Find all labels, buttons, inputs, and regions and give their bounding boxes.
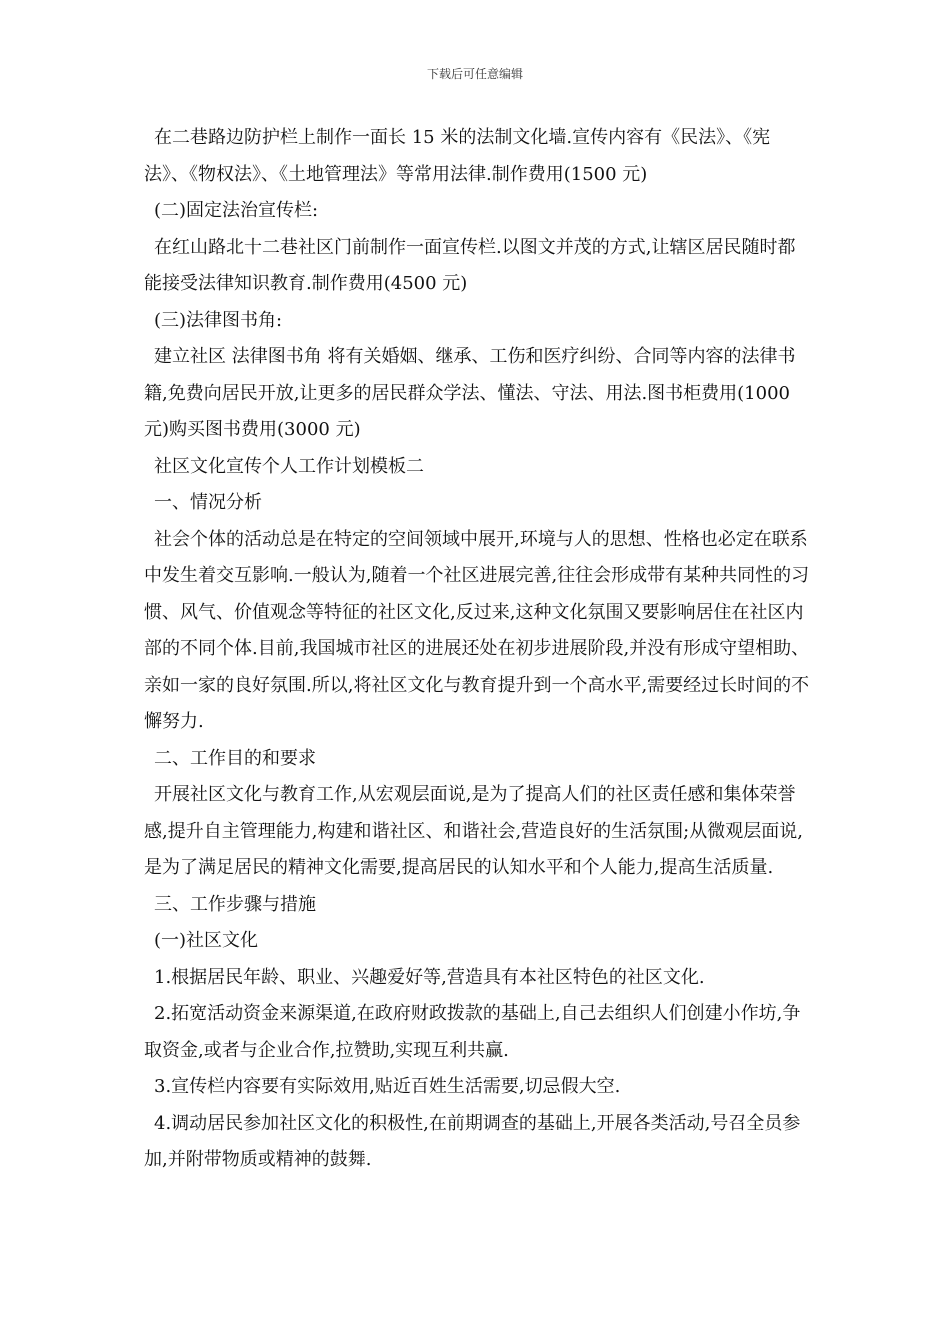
paragraph-bulletin-board: 在红山路北十二巷社区门前制作一面宣传栏.以图文并茂的方式,让辖区居民随时都能接受法律知识教育.制作费用(4500 元): [144, 236, 796, 294]
paragraph-heading-situation: 一、情况分析: [154, 492, 262, 513]
paragraph-heading-book-corner: (三)法律图书角:: [154, 309, 283, 331]
document-body: [144, 120, 810, 1179]
page-header-note: 下载后可任意编辑: [426, 67, 523, 81]
paragraph-template-two-title: 社区文化宣传个人工作计划模板二: [154, 455, 424, 477]
paragraph-heading-community-culture: (一)社区文化: [154, 930, 259, 951]
paragraph-book-corner: 建立社区 法律图书角 将有关婚姻、继承、工伤和医疗纠纷、合同等内容的法律书籍,免费向居民开放,让更多的居民群众学法、懂法、守法、用法.图书柜费用(1000 元)购买图书费用(3000 元): [144, 346, 796, 440]
paragraph-situation-analysis: 社会个体的活动总是在特定的空间领域中展开,环境与人的思想、性格也必定在联系中发生着交互影响.一般认为,随着一个社区进展完善,往往会形成带有某种共同性的习惯、风气、价值观念等特征的社区文化,反过来,这种文化氛围又要影响居住在社区内部的不同个体.目前,我国城市社区的进展还处在初步进展阶段,并没有形成守望相助、亲如一家的良好氛围.所以,将社区文化与教育提升到一个高水平,需要经过长时间的不懈努力.: [144, 528, 810, 732]
paragraph-step-3: 3.宣传栏内容要有实际效用,贴近百姓生活需要,切忌假大空.: [154, 1076, 621, 1097]
paragraph-step-1: 1.根据居民年龄、职业、兴趣爱好等,营造具有本社区特色的社区文化.: [154, 966, 705, 988]
paragraph-heading-bulletin-board: (二)固定法治宣传栏:: [154, 200, 319, 221]
paragraph-goals: 开展社区文化与教育工作,从宏观层面说,是为了提高人们的社区责任感和集体荣誉感,提升自主管理能力,构建和谐社区、和谐社会,营造良好的生活氛围;从微观层面说,是为了满足居民的精神文化需要,提高居民的认知水平和个人能力,提高生活质量.: [144, 784, 803, 878]
paragraph-law-culture-wall: 在二巷路边防护栏上制作一面长 15 米的法制文化墙.宣传内容有《民法》、《宪法》、《物权法》、《土地管理法》等常用法律.制作费用(1500 元): [144, 127, 771, 185]
paragraph-step-4: 4.调动居民参加社区文化的积极性,在前期调查的基础上,开展各类活动,号召全员参加,并附带物质或精神的鼓舞.: [144, 1112, 801, 1170]
paragraph-heading-steps: 三、工作步骤与措施: [154, 893, 316, 915]
paragraph-heading-goals: 二、工作目的和要求: [154, 747, 316, 769]
paragraph-step-2: 2.拓宽活动资金来源渠道,在政府财政拨款的基础上,自己去组织人们创建小作坊,争取资金,或者与企业合作,拉赞助,实现互利共赢.: [144, 1003, 801, 1061]
